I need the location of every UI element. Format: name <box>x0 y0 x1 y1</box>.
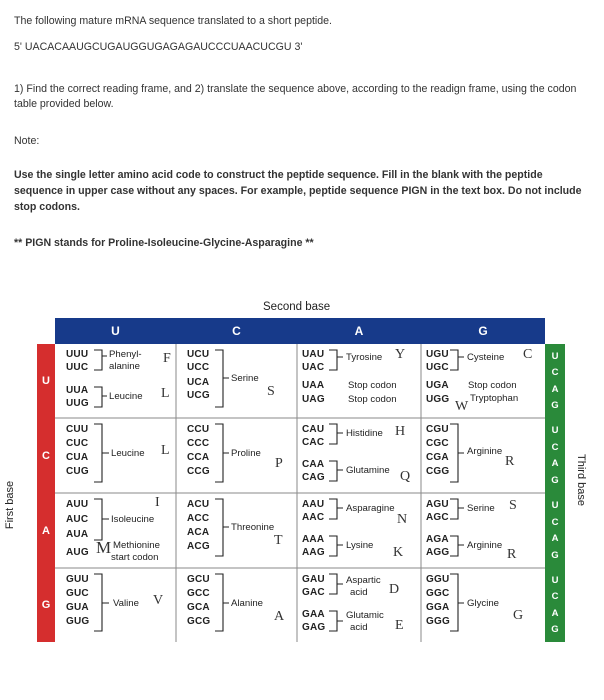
codon: UUG <box>66 398 89 409</box>
third-base-g: G <box>551 475 559 487</box>
row-header-a: A <box>37 493 55 568</box>
third-base-g: G <box>551 550 559 562</box>
codon: AAG <box>302 547 325 558</box>
amino-acid-name: Arginine <box>467 446 503 457</box>
codon: AAU <box>302 499 325 510</box>
amino-acid-letter: V <box>153 593 164 608</box>
codon: ACU <box>187 499 210 510</box>
codon: GAU <box>302 574 325 585</box>
amino-acid-letter: Y <box>395 347 406 362</box>
row-header-g: G <box>37 568 55 642</box>
amino-acid-letter: A <box>274 609 285 624</box>
third-base-a: A <box>551 607 559 619</box>
amino-acid-name: Threonine <box>231 522 275 533</box>
amino-acid-letter: S <box>509 498 517 513</box>
codon: UAC <box>302 362 325 373</box>
codon: GGC <box>426 588 450 599</box>
third-base-c: C <box>551 516 559 528</box>
codon: GCG <box>187 616 211 627</box>
amino-acid-name: Tryptophan <box>470 393 519 404</box>
amino-acid-name: Phenyl- <box>109 349 142 360</box>
column-header-c: C <box>176 318 297 344</box>
amino-acid-letter: M <box>96 538 112 557</box>
amino-acid-name: acid <box>350 622 368 633</box>
amino-acid-name: Asparagine <box>346 503 395 514</box>
codon: CAU <box>302 424 325 435</box>
codon: CUU <box>66 424 89 435</box>
intro-text: The following mature mRNA sequence translated to a short peptide. <box>14 15 332 27</box>
codon: AGC <box>426 512 449 523</box>
codon: AUU <box>66 499 89 510</box>
third-base-a: A <box>551 383 559 395</box>
codon: CGG <box>426 466 450 477</box>
amino-acid-letter: S <box>267 384 275 399</box>
amino-acid-letter: L <box>161 443 170 458</box>
third-base-label: Third base <box>575 454 587 506</box>
amino-acid-name: Proline <box>231 448 261 459</box>
column-header-g: G <box>421 318 545 344</box>
codon: AGA <box>426 534 449 545</box>
codon: UCC <box>187 362 210 373</box>
amino-acid-name: Alanine <box>231 598 264 609</box>
codon: GUC <box>66 588 89 599</box>
codon: CGA <box>426 452 449 463</box>
codon: GCU <box>187 574 210 585</box>
amino-acid-letter: Q <box>400 469 411 484</box>
codon: GGU <box>426 574 450 585</box>
amino-acid-name: Valine <box>113 598 139 609</box>
codon: GUA <box>66 602 89 613</box>
codon: CUA <box>66 452 89 463</box>
amino-acid-letter: E <box>395 618 404 633</box>
codon: UGA <box>426 380 449 391</box>
third-base-u: U <box>551 499 559 511</box>
codon: CGC <box>426 438 449 449</box>
stop-codon-label: Stop codon <box>348 380 397 391</box>
row-header-c: C <box>37 418 55 493</box>
third-base-c: C <box>551 367 559 379</box>
amino-acid-name: Arginine <box>467 540 503 551</box>
codon: AUC <box>66 514 89 525</box>
amino-acid-name: Lysine <box>346 540 374 551</box>
codon: GUU <box>66 574 89 585</box>
third-base-a: A <box>551 458 559 470</box>
column-header-u: U <box>55 318 176 344</box>
amino-acid-name: alanine <box>109 361 140 372</box>
codon: CCU <box>187 424 210 435</box>
codon: CCA <box>187 452 210 463</box>
codon: UAA <box>302 380 325 391</box>
codon: AUG <box>66 547 89 558</box>
amino-acid-name: Cysteine <box>467 352 505 363</box>
mrna-sequence: 5' UACACAAUGCUGAUGGUGAGAGAUCCCUAACUCGU 3' <box>14 41 303 53</box>
codon: CAG <box>302 472 325 483</box>
amino-acid-letter: T <box>274 533 283 548</box>
stop-codon-label: Stop codon <box>468 380 517 391</box>
codon: UUC <box>66 362 89 373</box>
amino-acid-name: Glutamine <box>346 465 390 476</box>
codon: AGU <box>426 499 449 510</box>
codon: CAC <box>302 437 325 448</box>
amino-acid-name: Aspartic <box>346 575 381 586</box>
codon: GAG <box>302 622 326 633</box>
third-base-u: U <box>551 424 559 436</box>
amino-acid-letter: R <box>507 547 517 562</box>
codon: GCC <box>187 588 210 599</box>
codon: UCG <box>187 390 210 401</box>
codon: AAC <box>302 512 325 523</box>
codon: AUA <box>66 529 89 540</box>
codon: CCC <box>187 438 210 449</box>
third-base-u: U <box>551 574 559 586</box>
codon-table <box>37 318 565 642</box>
amino-acid-name: Serine <box>231 373 259 384</box>
codon: UCA <box>187 377 210 388</box>
amino-acid-letter: C <box>523 347 533 362</box>
codon: UAU <box>302 349 325 360</box>
codon: CUC <box>66 438 89 449</box>
amino-acid-letter: N <box>397 512 408 527</box>
amino-acid-letter: W <box>455 399 469 414</box>
amino-acid-name: acid <box>350 587 368 598</box>
codon: ACG <box>187 541 210 552</box>
amino-acid-name: Histidine <box>346 428 383 439</box>
codon: UUU <box>66 349 89 360</box>
codon: AGG <box>426 547 450 558</box>
third-base-a: A <box>551 533 559 545</box>
codon: UGG <box>426 394 450 405</box>
third-base-c: C <box>551 591 559 603</box>
amino-acid-letter: K <box>393 545 404 560</box>
amino-acid-name: Isoleucine <box>111 514 155 525</box>
codon: AAA <box>302 534 325 545</box>
amino-acid-letter: D <box>389 582 400 597</box>
codon: ACC <box>187 513 210 524</box>
codon: UCU <box>187 349 210 360</box>
amino-acid-name: Serine <box>467 503 495 514</box>
question-text: 1) Find the correct reading frame, and 2) translate the sequence above, according to the readign frame, using the codon table provided below. <box>14 83 577 110</box>
third-base-u: U <box>551 350 559 362</box>
third-base-g: G <box>551 624 559 636</box>
first-base-label: First base <box>4 480 16 530</box>
third-base-g: G <box>551 400 559 412</box>
amino-acid-letter: L <box>161 386 170 401</box>
amino-acid-name: Tyrosine <box>346 352 383 363</box>
codon: UGC <box>426 362 449 373</box>
codon: CUG <box>66 466 89 477</box>
codon: GCA <box>187 602 210 613</box>
codon: ACA <box>187 527 210 538</box>
amino-acid-letter: R <box>505 454 515 469</box>
row-header-u: U <box>37 344 55 418</box>
amino-acid-letter: P <box>275 456 283 471</box>
stop-codon-label: Stop codon <box>348 394 397 405</box>
amino-acid-letter: G <box>513 608 524 623</box>
codon: GGA <box>426 602 450 613</box>
codon: CCG <box>187 466 210 477</box>
amino-acid-letter: H <box>395 424 406 439</box>
amino-acid-name: Glutamic <box>346 610 384 621</box>
codon: UUA <box>66 385 89 396</box>
codon: UAG <box>302 394 325 405</box>
codon: CAA <box>302 459 325 470</box>
codon: GAC <box>302 587 325 598</box>
amino-acid-name: Leucine <box>109 391 143 402</box>
column-header-a: A <box>297 318 421 344</box>
codon: CGU <box>426 424 449 435</box>
third-base-c: C <box>551 441 559 453</box>
second-base-label: Second base <box>263 301 331 313</box>
codon: GGG <box>426 616 450 627</box>
amino-acid-name: Leucine <box>111 448 145 459</box>
amino-acid-letter: I <box>155 495 160 510</box>
amino-acid-letter: F <box>163 351 171 366</box>
amino-acid-name: Glycine <box>467 598 499 609</box>
codon: UGU <box>426 349 449 360</box>
start-codon-label: start codon <box>111 552 159 563</box>
codon: GUG <box>66 616 90 627</box>
pign-note: ** PIGN stands for Proline-Isoleucine-Glycine-Asparagine ** <box>14 237 314 249</box>
amino-acid-name: Methionine <box>113 540 160 551</box>
note-label: Note: <box>14 135 40 147</box>
codon: GAA <box>302 609 325 620</box>
instructions-text: Use the single letter amino acid code to construct the peptide sequence. Fill in the blank with the peptide sequence in upper case without any spaces. For example, peptide sequence PIGN in the text box. Do not include stop codons. <box>14 169 582 213</box>
